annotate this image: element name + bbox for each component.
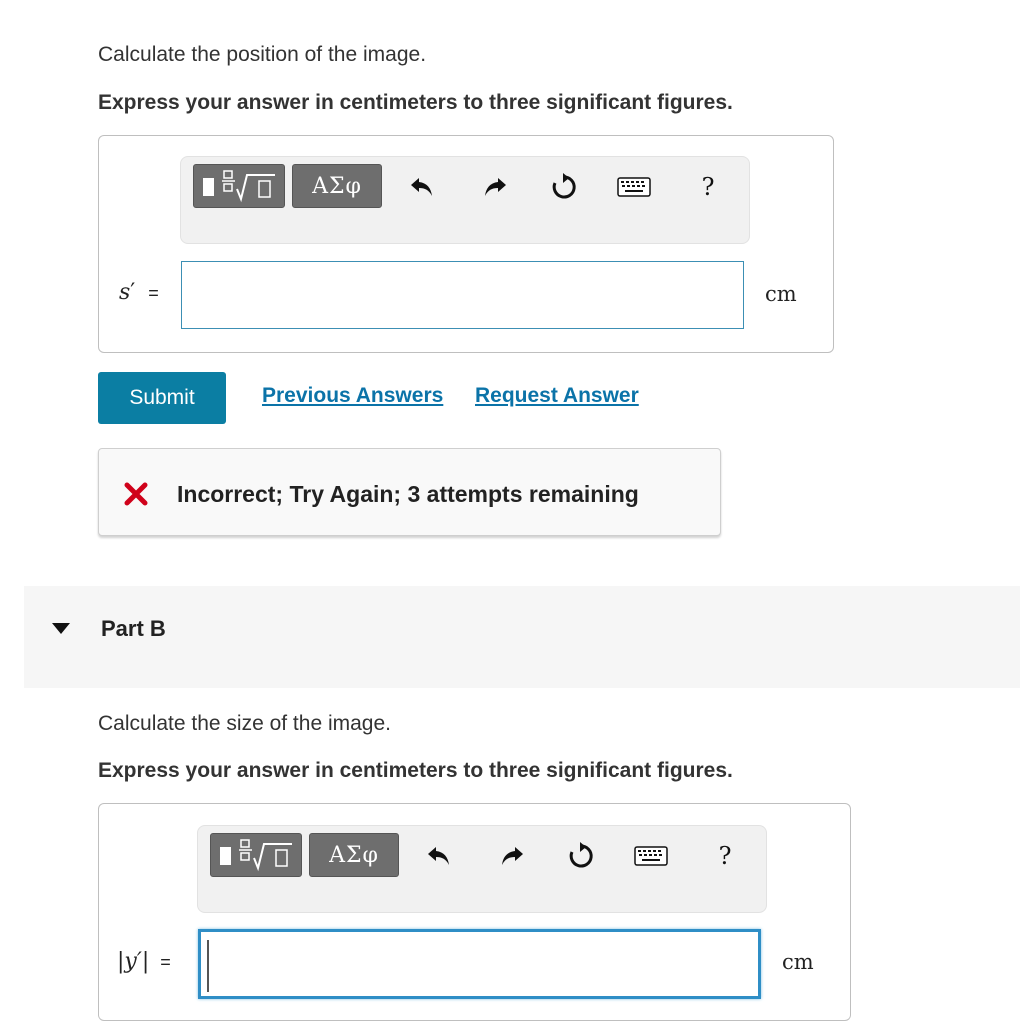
- incorrect-x-icon: [123, 481, 149, 507]
- size-answer-input[interactable]: [198, 929, 761, 999]
- part-b-title: Part B: [101, 616, 166, 641]
- part-b-math-toolbar: [197, 825, 767, 913]
- help-button[interactable]: ?: [718, 842, 732, 870]
- part-b-header[interactable]: [24, 586, 1020, 688]
- reset-icon[interactable]: [547, 171, 581, 203]
- part-b-answer-box: [98, 803, 851, 1021]
- part-b-instruction: Express your answer in centimeters to three significant figures.: [98, 759, 733, 782]
- request-answer-link[interactable]: Request Answer: [475, 384, 639, 407]
- equals-sign: =: [160, 952, 171, 972]
- position-answer-input[interactable]: [181, 261, 744, 329]
- equals-sign: =: [148, 283, 159, 303]
- previous-answers-link[interactable]: Previous Answers: [262, 384, 444, 407]
- part-b-prompt: Calculate the size of the image.: [98, 712, 391, 735]
- templates-button[interactable]: [193, 164, 285, 208]
- part-a-variable-label: [119, 280, 159, 305]
- submit-button[interactable]: Submit: [98, 372, 226, 424]
- undo-icon[interactable]: [422, 840, 456, 872]
- part-b-unit: cm: [782, 950, 814, 974]
- prime-mark: ′: [130, 280, 136, 305]
- fraction-radical-icon: [216, 838, 296, 872]
- part-b-variable-label: [117, 949, 171, 974]
- undo-icon[interactable]: [405, 171, 439, 203]
- reset-icon[interactable]: [564, 840, 598, 872]
- feedback-message: [98, 448, 721, 536]
- part-a-math-toolbar: [180, 156, 750, 244]
- fraction-radical-icon: [199, 169, 279, 203]
- keyboard-icon[interactable]: [634, 840, 668, 872]
- feedback-text: Incorrect; Try Again; 3 attempts remaining: [177, 481, 639, 507]
- redo-icon[interactable]: [495, 840, 529, 872]
- keyboard-icon[interactable]: [617, 171, 651, 203]
- greek-symbols-button[interactable]: ΑΣφ: [292, 164, 382, 208]
- help-button[interactable]: ?: [701, 173, 715, 201]
- variable-s: s: [119, 280, 131, 305]
- text-caret: [207, 940, 209, 992]
- part-a-instruction: Express your answer in centimeters to three significant figures.: [98, 91, 733, 114]
- variable-abs-y-prime: |y′|: [117, 949, 150, 974]
- greek-symbols-button[interactable]: ΑΣφ: [309, 833, 399, 877]
- redo-icon[interactable]: [478, 171, 512, 203]
- part-a-prompt: Calculate the position of the image.: [98, 43, 427, 66]
- collapse-triangle-icon[interactable]: [52, 623, 70, 635]
- part-a-answer-box: [98, 135, 834, 353]
- part-a-unit: cm: [765, 282, 797, 306]
- templates-button[interactable]: [210, 833, 302, 877]
